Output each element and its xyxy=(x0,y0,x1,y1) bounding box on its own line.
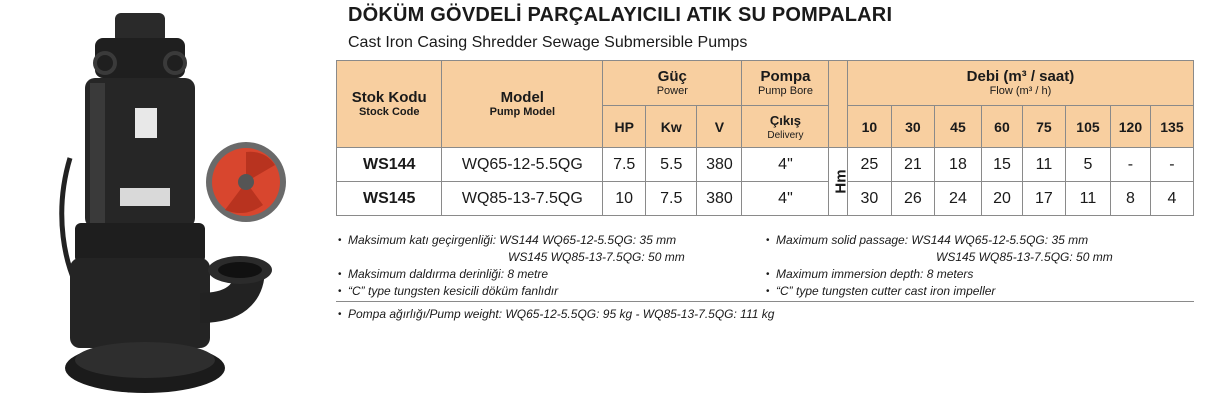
impeller-photo xyxy=(205,140,287,224)
kw-cell: 7.5 xyxy=(646,182,697,216)
flow-cell: 15 xyxy=(982,148,1023,182)
pump-bore-header: Pompa Pump Bore xyxy=(742,61,829,106)
page-title: DÖKÜM GÖVDELİ PARÇALAYICILI ATIK SU POMPALARI xyxy=(348,4,893,26)
flow-cell: 30 xyxy=(847,182,891,216)
weight-note: • Pompa ağırlığı/Pump weight: WQ65-12-5.5QG: 95 kg - WQ85-13-7.5QG: 111 kg xyxy=(338,307,775,321)
product-images xyxy=(0,0,330,405)
model-header: Model Pump Model xyxy=(442,61,603,148)
hm-label-cell xyxy=(829,148,851,216)
note-item: WS145 WQ85-13-7.5QG: 50 mm xyxy=(936,250,1113,264)
flow-cell: 4 xyxy=(1150,182,1193,216)
note-item: • “C” type tungsten cutter cast iron impeller xyxy=(766,284,996,298)
flow-col-135: 135 xyxy=(1150,106,1193,148)
note-item: • “C” type tungsten kesicili döküm fanlıdır xyxy=(338,284,559,298)
hp-cell: 7.5 xyxy=(603,148,646,182)
delivery-cell: 4" xyxy=(742,148,829,182)
flow-cell: 5 xyxy=(1065,148,1110,182)
flow-cell: 20 xyxy=(982,182,1023,216)
volt-cell: 380 xyxy=(697,182,742,216)
flow-cell: 17 xyxy=(1022,182,1065,216)
stock-code-cell: WS145 xyxy=(337,182,442,216)
model-cell: WQ85-13-7.5QG xyxy=(442,182,603,216)
kw-header: Kw xyxy=(646,106,697,148)
flow-cell: 21 xyxy=(891,148,934,182)
hm-label: Hm xyxy=(833,168,851,194)
flow-cell: - xyxy=(1150,148,1193,182)
flow-cell: 18 xyxy=(934,148,981,182)
notes-tr xyxy=(336,232,685,300)
flow-header: Debi (m³ / saat) Flow (m³ / h) xyxy=(847,61,1193,106)
page-subtitle: Cast Iron Casing Shredder Sewage Submersible Pumps xyxy=(348,34,748,51)
divider xyxy=(336,301,1194,302)
flow-cell: 11 xyxy=(1022,148,1065,182)
note-item: WS145 WQ85-13-7.5QG: 50 mm xyxy=(508,250,685,264)
stock-code-header: Stok Kodu Stock Code xyxy=(337,61,442,148)
flow-col-120: 120 xyxy=(1110,106,1150,148)
table-row xyxy=(337,182,1194,216)
hp-cell: 10 xyxy=(603,182,646,216)
volt-header: V xyxy=(697,106,742,148)
power-header: Güç Power xyxy=(603,61,742,106)
flow-col-75: 75 xyxy=(1022,106,1065,148)
spec-table xyxy=(336,60,1194,216)
flow-col-60: 60 xyxy=(982,106,1023,148)
table-row xyxy=(337,148,1194,182)
flow-cell: 8 xyxy=(1110,182,1150,216)
flow-cell: 25 xyxy=(847,148,891,182)
volt-cell: 380 xyxy=(697,148,742,182)
stock-code-cell: WS144 xyxy=(337,148,442,182)
note-item: • Maksimum daldırma derinliği: 8 metre xyxy=(338,267,549,281)
hm-header-spacer xyxy=(829,61,847,148)
note-item: • Maximum solid passage: WS144 WQ65-12-5.5QG: 35 mm xyxy=(766,233,1089,247)
flow-col-30: 30 xyxy=(891,106,934,148)
hp-header: HP xyxy=(603,106,646,148)
kw-cell: 5.5 xyxy=(646,148,697,182)
note-item: • Maksimum katı geçirgenliği: WS144 WQ65-12-5.5QG: 35 mm xyxy=(338,233,677,247)
flow-cell: 11 xyxy=(1065,182,1110,216)
delivery-cell: 4" xyxy=(742,182,829,216)
flow-col-45: 45 xyxy=(934,106,981,148)
flow-cell: 26 xyxy=(891,182,934,216)
flow-cell: 24 xyxy=(934,182,981,216)
notes-en xyxy=(764,232,1113,300)
note-item: • Maximum immersion depth: 8 meters xyxy=(766,267,974,281)
flow-col-10: 10 xyxy=(847,106,891,148)
delivery-header: Çıkış Delivery xyxy=(742,106,829,148)
flow-col-105: 105 xyxy=(1065,106,1110,148)
model-cell: WQ65-12-5.5QG xyxy=(442,148,603,182)
flow-cell: - xyxy=(1110,148,1150,182)
